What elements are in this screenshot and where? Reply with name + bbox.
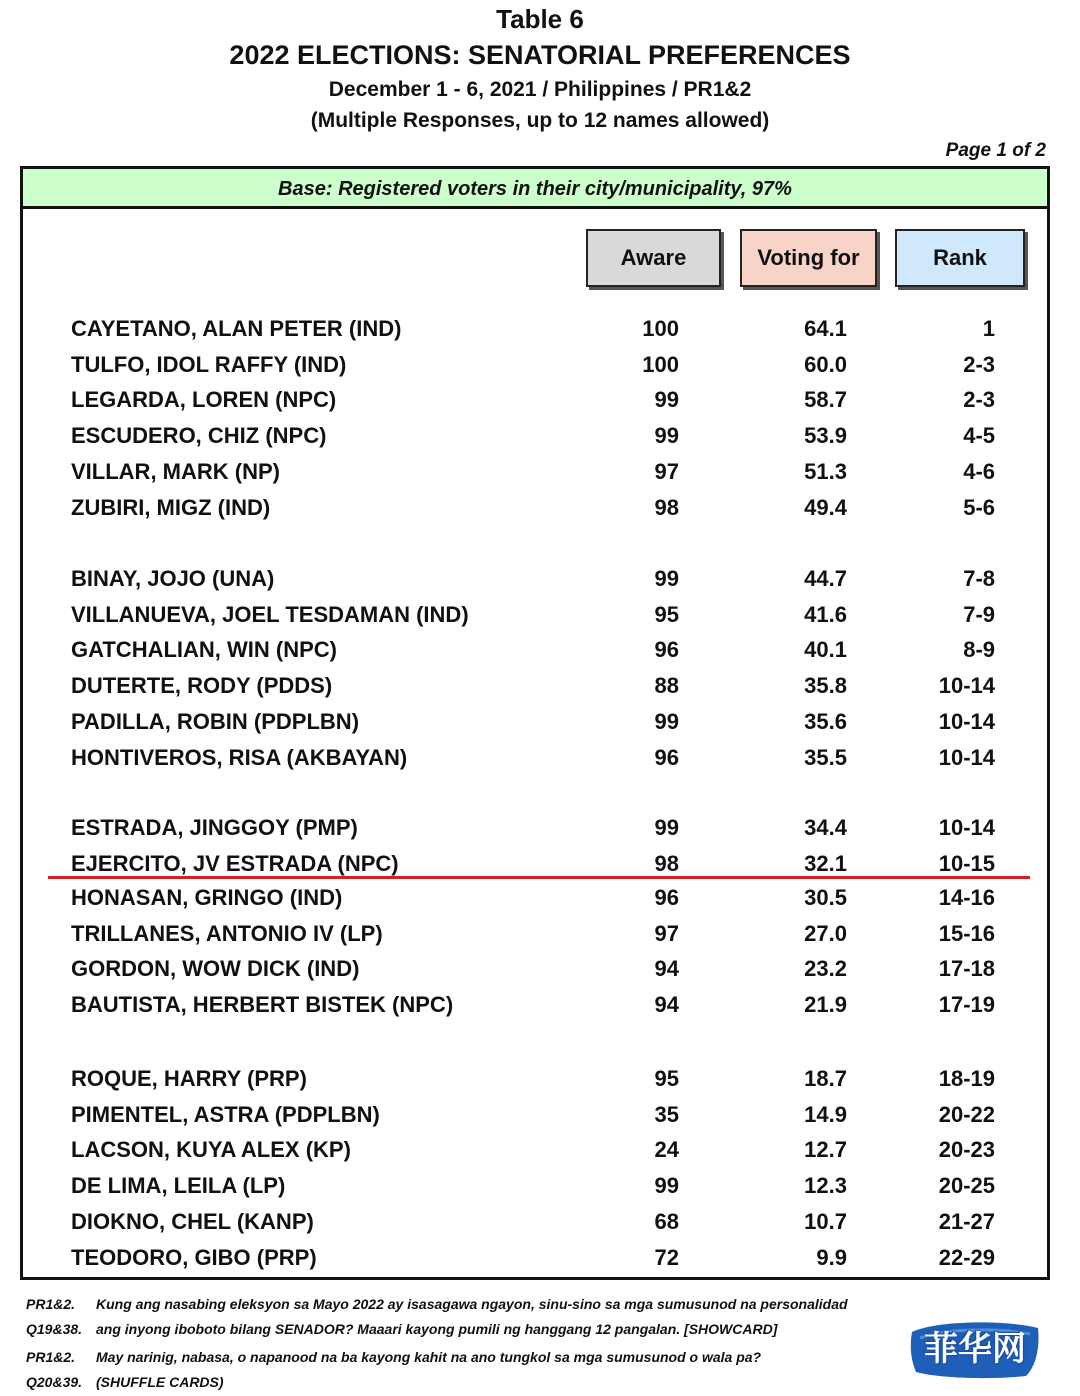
- rank-value: 10-14: [938, 744, 995, 770]
- voting-value: 27.0: [804, 920, 847, 946]
- voting-value: 30.5: [804, 885, 847, 910]
- page-number: Page 1 of 2: [945, 140, 1046, 161]
- voting-value: 23.2: [804, 956, 847, 982]
- table-row: [23, 669, 1047, 703]
- table-row: [23, 952, 1047, 986]
- voting-value: 53.9: [804, 423, 847, 449]
- table-row: [23, 1098, 1047, 1132]
- rank-value: 10-14: [938, 673, 995, 699]
- aware-value: 94: [654, 992, 679, 1018]
- footnote-code: PR1&2.: [26, 1349, 76, 1365]
- rank-value: 15-16: [938, 920, 995, 946]
- voting-value: 12.3: [804, 1173, 847, 1199]
- aware-value: 24: [654, 1137, 679, 1163]
- voting-value: 49.4: [804, 494, 847, 520]
- aware-value: 68: [654, 1208, 679, 1234]
- table-row: [23, 312, 1047, 346]
- rank-value: 2-3: [963, 351, 995, 377]
- voting-value: 60.0: [804, 351, 847, 377]
- candidate-name: VILLANUEVA, JOEL TESDAMAN (IND): [71, 601, 469, 627]
- candidate-name: TRILLANES, ANTONIO IV (LP): [71, 920, 383, 946]
- aware-value: 100: [642, 316, 679, 341]
- table-row: [23, 491, 1047, 525]
- watermark-text: 菲华网: [924, 1329, 1026, 1369]
- voting-value: 35.5: [804, 744, 847, 770]
- candidate-name: CAYETANO, ALAN PETER (IND): [71, 316, 402, 341]
- table-row: [23, 455, 1047, 489]
- aware-value: 100: [642, 351, 679, 377]
- aware-value: 98: [654, 850, 679, 876]
- rank-value: 18-19: [938, 1066, 995, 1091]
- survey-subtitle: December 1 - 6, 2021 / Philippines / PR1&2: [328, 78, 752, 101]
- candidate-name: TULFO, IDOL RAFFY (IND): [71, 351, 347, 377]
- rank-value: 17-18: [938, 956, 995, 982]
- table-row: [23, 1241, 1047, 1275]
- aware-value: 99: [654, 423, 679, 449]
- candidate-name: HONTIVEROS, RISA (AKBAYAN): [71, 744, 408, 770]
- table-row: [23, 598, 1047, 632]
- column-header-aware: Aware: [586, 229, 721, 287]
- candidate-name: DUTERTE, RODY (PDDS): [71, 673, 333, 699]
- rank-value: 7-9: [963, 601, 995, 627]
- voting-value: 32.1: [804, 850, 847, 876]
- footnote-text: (SHUFFLE CARDS): [96, 1374, 224, 1390]
- aware-value: 88: [654, 673, 679, 699]
- rank-value: 14-16: [938, 885, 995, 910]
- aware-value: 99: [654, 708, 679, 734]
- table-row: [23, 741, 1047, 775]
- aware-value: 96: [654, 744, 679, 770]
- column-header-rank: Rank: [895, 229, 1025, 287]
- table-row: [23, 1133, 1047, 1167]
- candidate-name: ESTRADA, JINGGOY (PMP): [71, 815, 358, 840]
- voting-value: 41.6: [804, 601, 847, 627]
- rank-value: 4-5: [963, 423, 995, 449]
- rank-value: 21-27: [938, 1208, 995, 1234]
- rank-value: 7-8: [963, 566, 995, 591]
- voting-value: 58.7: [804, 387, 847, 413]
- candidate-name: DIOKNO, CHEL (KANP): [71, 1208, 314, 1234]
- rank-value: 10-14: [938, 708, 995, 734]
- footnote-code: PR1&2.: [26, 1296, 76, 1312]
- aware-value: 99: [654, 815, 679, 840]
- candidate-name: EJERCITO, JV ESTRADA (NPC): [71, 850, 399, 876]
- rank-value: 8-9: [963, 637, 995, 663]
- column-header-voting-for: Voting for: [740, 229, 877, 287]
- table-row: [23, 1062, 1047, 1096]
- table-row: [23, 1169, 1047, 1203]
- candidate-name: BINAY, JOJO (UNA): [71, 566, 275, 591]
- rank-value: 4-6: [963, 458, 995, 484]
- table-row: [23, 881, 1047, 915]
- candidate-name: BAUTISTA, HERBERT BISTEK (NPC): [71, 992, 454, 1018]
- table-row: [23, 917, 1047, 951]
- voting-value: 44.7: [804, 566, 847, 591]
- voting-value: 35.8: [804, 673, 847, 699]
- aware-value: 72: [654, 1244, 679, 1270]
- rank-value: 20-23: [938, 1137, 995, 1163]
- table-title: 2022 ELECTIONS: SENATORIAL PREFERENCES: [229, 40, 851, 70]
- aware-value: 98: [654, 494, 679, 520]
- table-row: [23, 633, 1047, 667]
- voting-value: 40.1: [804, 637, 847, 663]
- candidate-name: ROQUE, HARRY (PRP): [71, 1066, 307, 1091]
- voting-value: 21.9: [804, 992, 847, 1018]
- footnote-text: ang inyong iboboto bilang SENADOR? Maaari kayong pumili ng hanggang 12 pangalan. [SHOWCARD]: [96, 1321, 778, 1337]
- voting-value: 34.4: [804, 815, 847, 840]
- rank-value: 20-22: [938, 1101, 995, 1127]
- aware-value: 99: [654, 387, 679, 413]
- aware-value: 99: [654, 1173, 679, 1199]
- candidate-name: TEODORO, GIBO (PRP): [71, 1244, 317, 1270]
- candidate-name: GORDON, WOW DICK (IND): [71, 956, 360, 982]
- aware-value: 94: [654, 956, 679, 982]
- candidate-name: GATCHALIAN, WIN (NPC): [71, 637, 337, 663]
- table-row: [23, 705, 1047, 739]
- footnote-text: Kung ang nasabing eleksyon sa Mayo 2022 ay isasagawa ngayon, sinu-sino sa mga sumusunod na personalidad: [96, 1296, 848, 1312]
- aware-value: 99: [654, 566, 679, 591]
- rank-value: 20-25: [938, 1173, 995, 1199]
- voting-value: 9.9: [816, 1244, 847, 1270]
- voting-value: 64.1: [804, 316, 847, 341]
- rank-value: 22-29: [938, 1244, 995, 1270]
- candidate-name: VILLAR, MARK (NP): [71, 458, 280, 484]
- table-row: [23, 562, 1047, 596]
- response-note: (Multiple Responses, up to 12 names allowed): [310, 109, 770, 132]
- base-banner: Base: Registered voters in their city/municipality, 97%: [23, 169, 1047, 209]
- candidate-name: ESCUDERO, CHIZ (NPC): [71, 423, 327, 449]
- table-row: [23, 419, 1047, 453]
- rank-value: 1: [982, 316, 995, 341]
- table-row: [23, 348, 1047, 382]
- footnote-code: Q19&38.: [26, 1321, 83, 1337]
- candidate-name: HONASAN, GRINGO (IND): [71, 885, 343, 910]
- candidate-name: PADILLA, ROBIN (PDPLBN): [71, 708, 360, 734]
- aware-value: 95: [654, 1066, 679, 1091]
- candidate-name: ZUBIRI, MIGZ (IND): [71, 494, 271, 520]
- voting-value: 51.3: [804, 458, 847, 484]
- candidate-name: LACSON, KUYA ALEX (KP): [71, 1137, 351, 1163]
- footnote-text: May narinig, nabasa, o napanood na ba kayong kahit na ano tungkol sa mga sumusunod o wala pa?: [96, 1349, 762, 1365]
- table-number: Table 6: [496, 4, 584, 34]
- aware-value: 35: [654, 1101, 679, 1127]
- table-row: [23, 1205, 1047, 1239]
- aware-value: 97: [654, 458, 679, 484]
- rank-value: 10-15: [938, 850, 995, 876]
- rank-value: 5-6: [963, 494, 995, 520]
- aware-value: 96: [654, 885, 679, 910]
- aware-value: 95: [654, 601, 679, 627]
- voting-value: 10.7: [804, 1208, 847, 1234]
- table-row: [23, 383, 1047, 417]
- voting-value: 18.7: [804, 1066, 847, 1091]
- candidate-name: DE LIMA, LEILA (LP): [71, 1173, 286, 1199]
- aware-value: 97: [654, 920, 679, 946]
- rank-value: 2-3: [963, 387, 995, 413]
- voting-value: 12.7: [804, 1137, 847, 1163]
- cutoff-line: [48, 876, 1030, 879]
- footnote-code: Q20&39.: [26, 1374, 83, 1390]
- candidate-name: PIMENTEL, ASTRA (PDPLBN): [71, 1101, 380, 1127]
- table-row: [23, 811, 1047, 845]
- watermark-logo: [908, 1318, 1042, 1380]
- results-table: [20, 166, 1050, 1280]
- rank-value: 17-19: [938, 992, 995, 1018]
- voting-value: 14.9: [804, 1101, 847, 1127]
- aware-value: 96: [654, 637, 679, 663]
- voting-value: 35.6: [804, 708, 847, 734]
- table-row: [23, 988, 1047, 1022]
- candidate-name: LEGARDA, LOREN (NPC): [71, 387, 337, 413]
- rank-value: 10-14: [938, 815, 995, 840]
